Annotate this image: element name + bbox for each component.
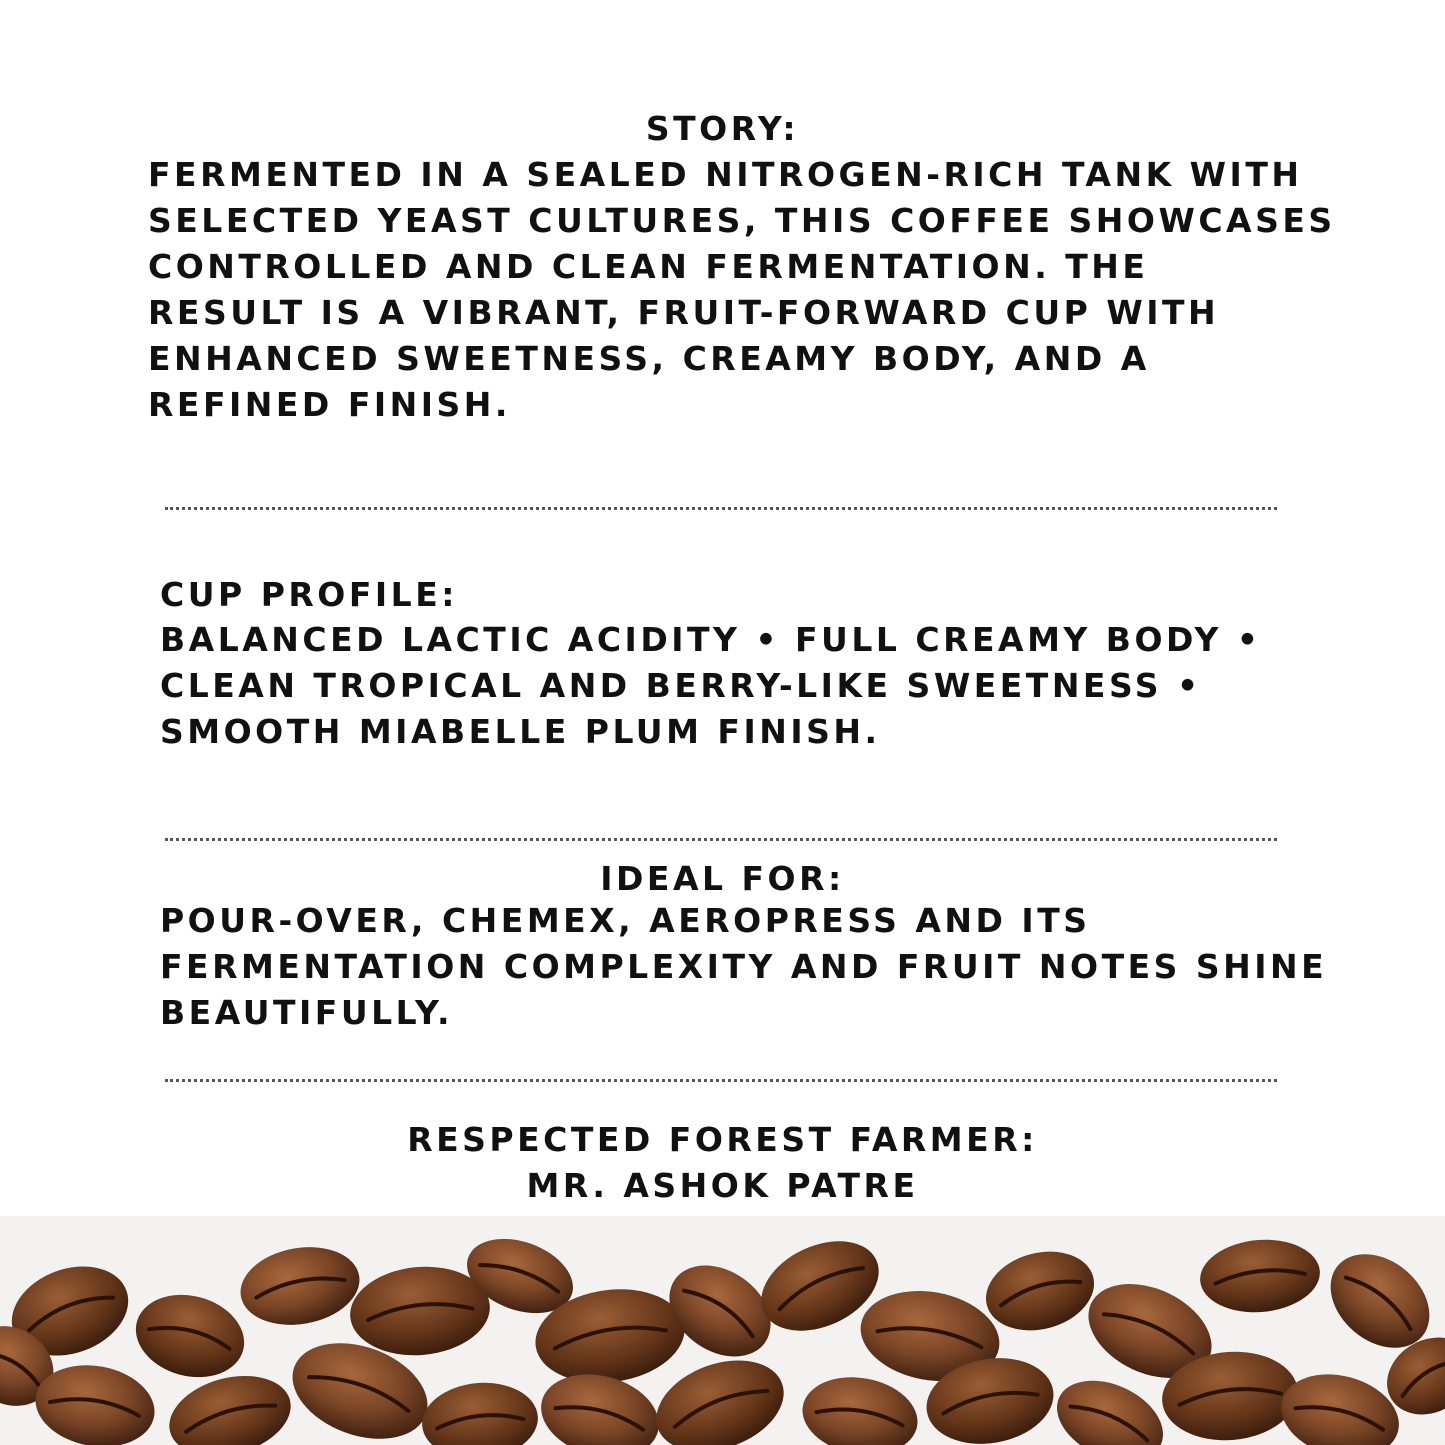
story-line: RESULT IS A VIBRANT, FRUIT-FORWARD CUP WITH [148,293,1220,332]
farmer-heading: RESPECTED FOREST FARMER: [407,1120,1038,1159]
section-divider [165,1079,1277,1082]
ideal-for-line: BEAUTIFULLY. [160,993,454,1032]
cup-profile-line: SMOOTH MIABELLE PLUM FINISH. [160,712,881,751]
cup-profile-line: BALANCED LACTIC ACIDITY • FULL CREAMY BODY • [160,620,1262,659]
story-heading: STORY: [645,109,800,148]
ideal-for-heading: IDEAL FOR: [600,859,845,898]
story-line: ENHANCED SWEETNESS, CREAMY BODY, AND A [148,339,1150,378]
coffee-beans-image [0,1216,1445,1445]
farmer-name: MR. ASHOK PATRE [526,1166,919,1205]
cup-profile-line: CLEAN TROPICAL AND BERRY-LIKE SWEETNESS • [160,666,1202,705]
story-text [148,152,1336,428]
cup-profile-heading: CUP PROFILE: [160,575,458,614]
ideal-for-line: FERMENTATION COMPLEXITY AND FRUIT NOTES SHINE [160,947,1328,986]
story-line: REFINED FINISH. [148,385,511,424]
story-line: SELECTED YEAST CULTURES, THIS COFFEE SHOWCASES [148,201,1336,240]
section-divider [165,838,1277,841]
ideal-for-line: POUR-OVER, CHEMEX, AEROPRESS AND ITS [160,901,1091,940]
story-line: CONTROLLED AND CLEAN FERMENTATION. THE [148,247,1149,286]
cup-profile-text [160,617,1261,755]
ideal-for-text [160,898,1327,1036]
section-divider [165,507,1277,510]
story-line: FERMENTED IN A SEALED NITROGEN-RICH TANK WITH [148,155,1303,194]
